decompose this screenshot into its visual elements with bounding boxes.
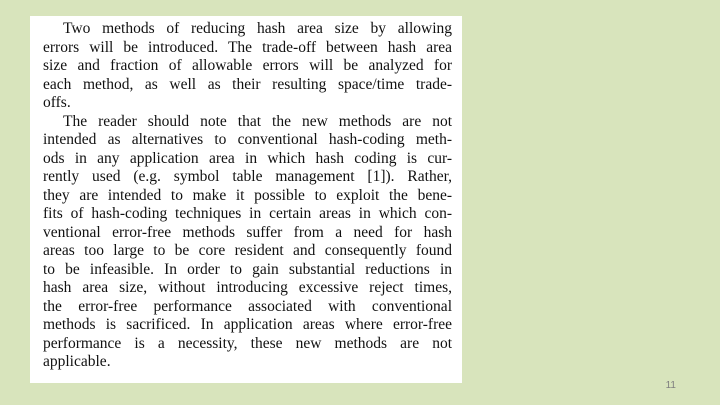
- text-line: errors will be introduced. The trade-off between hash area: [43, 38, 452, 56]
- text-line: areas too large to be core resident and consequently found: [43, 242, 452, 259]
- text-line: intended as alternatives to conventional hash-coding meth-: [43, 131, 452, 148]
- text-line: Two methods of reducing hash area size by allowing: [63, 20, 452, 37]
- text-line: hash area size, without introducing excessive reject times,: [43, 279, 452, 296]
- text-line: applicable.: [43, 353, 111, 370]
- text-line: they are intended to make it possible to exploit the bene-: [43, 186, 452, 204]
- text-line: performance is a necessity, these new methods are not: [43, 334, 452, 352]
- paragraph-intro: [43, 20, 452, 113]
- text-line: ventional error-free methods suffer from a need for hash: [43, 223, 452, 241]
- paragraph-note: [43, 113, 452, 372]
- text-line: size and fraction of allowable errors will be analyzed for: [43, 57, 452, 74]
- text-line: ods in any application area in which hash coding is cur-: [43, 149, 452, 167]
- slide-number: 11: [665, 380, 676, 391]
- text-line: each method, as well as their resulting space/time trade-: [43, 75, 452, 93]
- scanned-text-excerpt: [30, 16, 462, 383]
- text-line: to be infeasible. In order to gain substantial reductions in: [43, 260, 452, 278]
- text-line: offs.: [43, 94, 71, 111]
- text-line: rently used (e.g. symbol table management [1]). Rather,: [43, 168, 452, 185]
- text-line: methods is sacrificed. In application areas where error-free: [43, 316, 452, 333]
- text-line: The reader should note that the new methods are not: [63, 112, 452, 130]
- text-line: fits of hash-coding techniques in certain areas in which con-: [43, 205, 452, 222]
- text-line: the error-free performance associated with conventional: [43, 297, 452, 315]
